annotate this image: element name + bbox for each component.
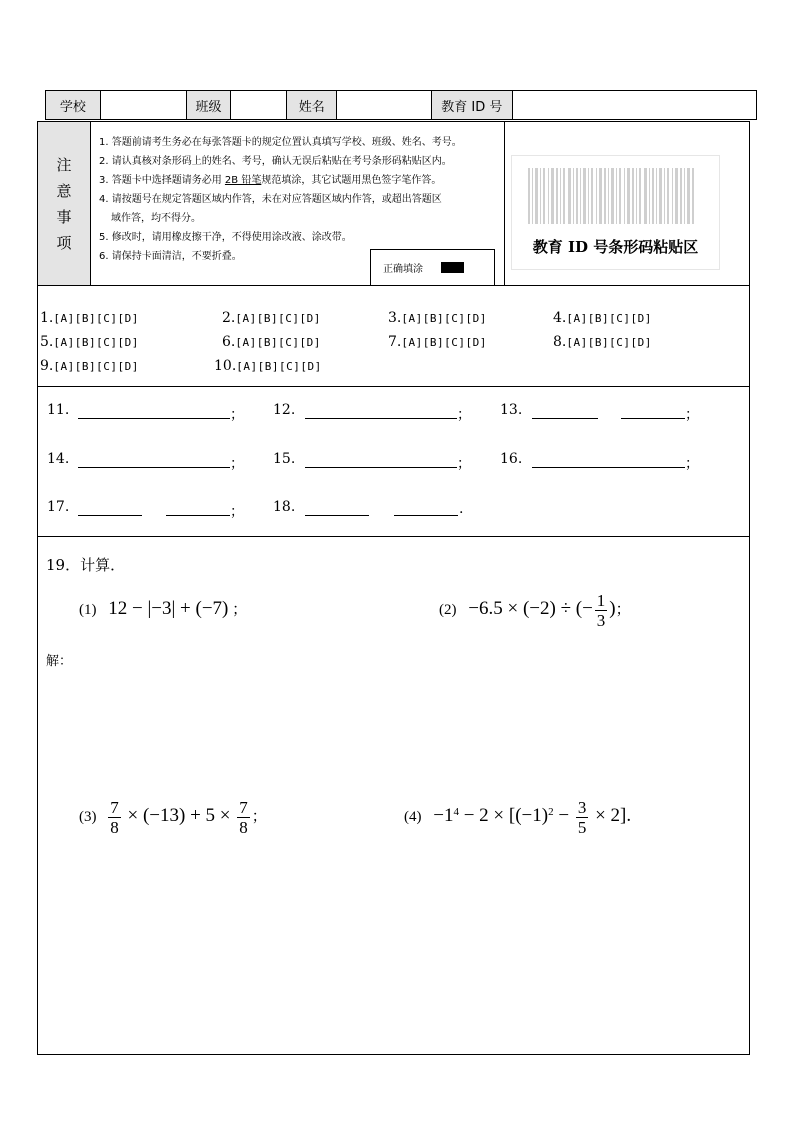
choice-options: [A][B][C][D] [53,312,139,325]
notice-item-4-cont: 域作答，均不得分。 [111,213,201,224]
choice-options: [A][B][C][D] [53,336,139,349]
fill-blank-18a[interactable] [305,515,369,516]
divider-choice [37,386,750,387]
notice-item-3-b: 规范填涂，其它试题用黑色签字笔作答。 [261,175,442,186]
notice-item-2: 2. 请认真核对条形码上的姓名、考号，确认无误后粘贴在考号条形码粘贴区内。 [99,156,452,167]
notice-title [38,122,91,285]
choice-2[interactable] [222,310,321,326]
class-label: 班级 [187,91,232,119]
choice-num: 6. [222,334,236,350]
name-label: 姓名 [287,91,337,119]
part-3-fraction-1 [108,798,121,837]
choice-options: [A][B][C][D] [566,336,652,349]
part-4-a: −1 [433,804,454,826]
part-2-frac-den: 3 [596,611,606,630]
fill-semicolon-17: ； [230,504,244,520]
correct-fill-example [370,249,495,285]
part-3-frac2-den: 8 [239,818,248,837]
part-4-d: × 2] [590,804,627,826]
choice-num: 2. [222,310,236,326]
notice-char-2: 意 [56,181,72,200]
part-2-expr-b: (−2) [522,597,556,619]
fill-blank-12[interactable] [305,418,457,419]
part-2-expr-a: −6.5 × [468,597,523,619]
fill-num-17: 17. [47,499,70,515]
choice-num: 5. [40,334,54,350]
choice-8[interactable] [553,334,652,350]
part-4-label: (4) [404,808,422,825]
choice-options: [A][B][C][D] [235,336,321,349]
part-4-frac-num: 3 [577,798,587,817]
part-3-frac1-den: 8 [110,818,119,837]
notice-item-3 [99,171,499,190]
name-field[interactable] [337,91,432,119]
fill-semicolon-11: ； [230,407,244,423]
choice-4[interactable] [553,310,652,326]
part-4-end: . [626,804,632,826]
id-field[interactable] [513,91,756,119]
choice-5[interactable] [40,334,139,350]
fill-blank-18b[interactable] [394,515,458,516]
fill-blank-11[interactable] [78,418,230,419]
choice-options: [A][B][C][D] [401,336,487,349]
part-2-label: (2) [439,601,457,618]
choice-num: 4. [553,310,567,326]
choice-3[interactable] [388,310,487,326]
fill-num-16: 16. [500,451,523,467]
part-2-fraction [595,591,608,630]
fill-num-13: 13. [500,402,523,418]
part-4-fraction [576,798,589,837]
fill-num-11: 11. [47,402,70,418]
correct-fill-swatch [441,262,464,273]
notice-char-1: 注 [56,155,72,174]
part-2-expr-d: ) [609,597,616,619]
notice-char-4: 项 [56,233,72,252]
barcode-label: 教育 ID 号条形码粘贴区 [532,238,699,256]
correct-fill-label: 正确填涂 [383,264,423,275]
notice-barcode-divider [504,122,505,285]
notice-item-1: 1. 答题前请考生务必在每张答题卡的规定位置认真填写学校、班级、姓名、考号。 [99,137,462,148]
fill-blank-13a[interactable] [532,418,598,419]
part-2-end: ； [615,601,631,618]
choice-7[interactable] [388,334,487,350]
choice-options: [A][B][C][D] [53,360,139,373]
part-1-end: ； [232,602,248,618]
class-field[interactable] [231,91,287,119]
part-4-b: − 2 × [(−1) [458,804,549,826]
choice-num: 8. [553,334,567,350]
divider-notice [37,285,750,286]
part-4-sup-1: 4 [453,805,459,818]
fill-semicolon-13: ； [685,407,699,423]
problem-19-part-3 [79,798,267,837]
part-3-label: (3) [79,808,97,825]
fill-semicolon-16: ； [685,456,699,472]
fill-blank-17a[interactable] [78,515,142,516]
fill-num-15: 15. [273,451,296,467]
part-4-frac-den: 5 [577,818,587,837]
problem-19-part-4 [404,798,631,837]
part-1-expression: 12 − |−3| + (−7) [108,598,229,619]
problem-19-part-1 [79,598,247,620]
solution-label: 解： [46,654,73,669]
problem-19-title: 19．计算． [46,556,126,574]
choice-6[interactable] [222,334,321,350]
part-2-expr-c: ÷ (− [555,597,593,619]
notice-char-3: 事 [56,207,72,226]
fill-semicolon-12: ； [457,407,471,423]
barcode-icon [528,168,696,224]
part-1-label: (1) [79,602,97,618]
fill-num-18: 18. [273,499,296,515]
fill-blank-13b[interactable] [621,418,685,419]
school-label: 学校 [46,91,101,119]
part-3-middle: × (−13) + 5 × [122,804,236,826]
choice-9[interactable] [40,358,139,374]
part-3-frac1-num: 7 [110,798,119,817]
student-info-row [45,90,757,120]
notice-item-5: 5. 修改时，请用橡皮擦干净，不得使用涂改液、涂改带。 [99,232,352,243]
fill-semicolon-15: ； [457,456,471,472]
fill-num-12: 12. [273,402,296,418]
notice-item-3-a: 3. 答题卡中选择题请务必用 [99,175,222,186]
choice-num: 9. [40,358,54,374]
fill-period-18: . [459,501,464,517]
part-3-fraction-2 [237,798,250,837]
notice-item-6: 6. 请保持卡面清洁，不要折叠。 [99,251,242,262]
fill-blank-17b[interactable] [166,515,230,516]
part-2-frac-num: 1 [596,591,606,610]
choice-options: [A][B][C][D] [236,360,322,373]
notice-list [99,133,499,266]
fill-semicolon-14: ； [230,456,244,472]
fill-num-14: 14. [47,451,70,467]
choice-num: 1. [40,310,54,326]
part-3-end: ； [251,808,267,825]
divider-fill [37,536,750,537]
choice-10[interactable] [214,358,322,374]
choice-num: 10. [214,358,237,374]
choice-num: 7. [388,334,402,350]
notice-item-3-pencil: 2B 铅笔 [224,175,262,186]
notice-item-4: 4. 请按题号在规定答题区域内作答，未在对应答题区域内作答，或超出答题区 [99,194,442,205]
fill-blank-16[interactable] [532,467,685,468]
choice-options: [A][B][C][D] [235,312,321,325]
part-4-c: − [553,804,574,826]
choice-num: 3. [388,310,402,326]
choice-1[interactable] [40,310,139,326]
fill-blank-14[interactable] [78,467,230,468]
part-4-sup-2: 2 [548,805,554,818]
problem-19-part-2 [439,591,631,630]
choice-options: [A][B][C][D] [401,312,487,325]
part-3-frac2-num: 7 [239,798,248,817]
school-field[interactable] [101,91,187,119]
id-label: 教育 ID 号 [432,91,513,119]
choice-options: [A][B][C][D] [566,312,652,325]
fill-blank-15[interactable] [305,467,457,468]
